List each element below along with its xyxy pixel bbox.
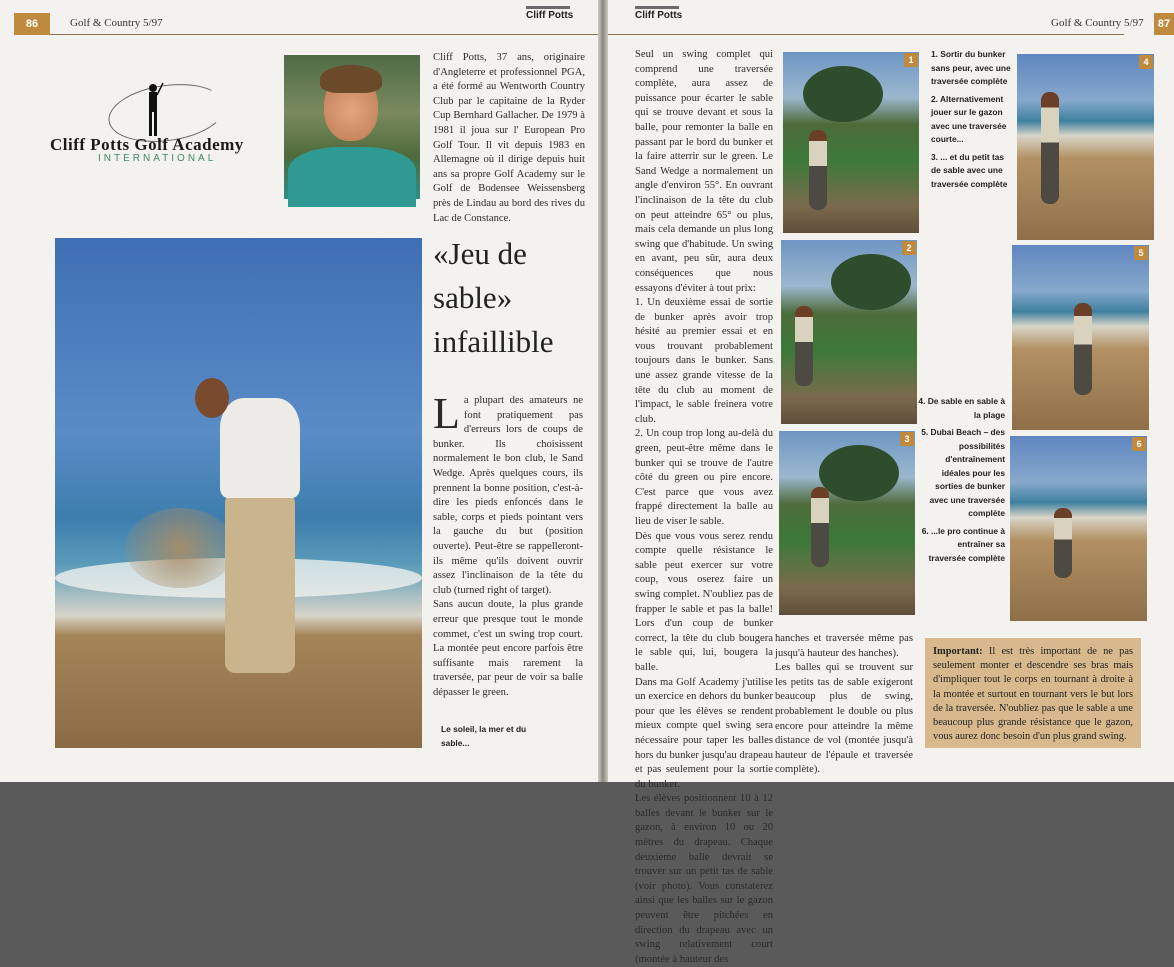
right-col1-intro: Seul un swing complet qui comprend une traversée complète, aura assez de puissance pour écarter le sable qui se trouve devant et sous la balle, pour remonter la balle en passant par le bord du bunker et la faire atterrir sur le green. Le Sand Wedge a normalement un angle d'environ 55°. En ouvrant l'inclinaison de la tête du club on peut atteindre 65° ou plus, mais cela demande un plus long swing que d'habitude. Un swing en avant, peu sûr, aura deux conséquences que nous essayons d'éviter à tout prix: — [635, 49, 773, 294]
portrait-shirt — [288, 147, 416, 207]
sequence-photo-5 — [1012, 245, 1149, 430]
logo-title: Cliff Potts Golf Academy — [50, 135, 244, 154]
right-col1-item2: 2. Un coup trop long au-delà du green, peut-être même dans le bunker qui se trouve de l'autre côté du green ou pire encore. C'est parce que vous avez frappé directement la balle au lieu de viser le sable. — [635, 428, 773, 527]
author-bio: Cliff Potts, 37 ans, originaire d'Angleterre et professionnel PGA, a été formé au Wentworth Country Club par le capitaine de la Ryder Cup Bernhard Gallacher. De 1979 à 1981 il joua sur l' European Pro Golf Tour. Il vit depuis 1983 en Allemagne où il dirige depuis huit ans sa propre Golf Academy sur le Golf de Bodensee Weissensberg près de Lindau au bord des rives du Lac de Constance. — [433, 52, 585, 224]
right-col1-p3: Dans ma Golf Academy j'utilise un exercice en dehors du bunker pour que les élèves se rendent mieux compte quel swing sera nécessaire pour taper les balles hors du bunker jusqu'au drapeau et pas seulement pour la sortie du bunker. — [635, 676, 773, 790]
logo-subtitle: INTERNATIONAL — [98, 153, 217, 164]
right-col2-text: hanches et traversée même pas jusqu'à hauteur des hanches). — [775, 633, 913, 659]
magazine-name-left: Golf & Country 5/97 — [70, 17, 163, 29]
photo-golfer — [809, 130, 827, 210]
important-label: Important: — [933, 646, 983, 657]
photo-number-3: 3 — [900, 432, 914, 446]
photo-golfer — [795, 306, 813, 386]
photo-number-6: 6 — [1132, 437, 1146, 451]
photo-number-5: 5 — [1134, 246, 1148, 260]
photo-golfer — [1041, 92, 1059, 204]
sequence-photo-2 — [781, 240, 917, 424]
step-caption-2: 2. Alternativement jouer sur le gazon avec une traversée courte... — [931, 93, 1007, 144]
author-portrait-photo — [284, 55, 420, 199]
right-col1-item1: 1. Un deuxième essai de sortie de bunker après avoir trop hésité au premier essai et en vous trouvant probablement toujours dans le bunker. Sans une assez grande vitesse de la tête du club au moment de l'impact, le sable freinera votre club. — [635, 297, 773, 425]
portrait-hair — [320, 65, 382, 93]
photo-trees — [803, 66, 883, 122]
sequence-photo-4 — [1017, 54, 1154, 240]
photo-number-4: 4 — [1139, 55, 1153, 69]
page-gutter — [598, 0, 608, 782]
hero-caption: Le soleil, la mer et du sable... — [441, 724, 527, 748]
article-title-line2: sable» — [433, 280, 513, 315]
article-title-line3: infaillible — [433, 324, 554, 359]
page-number-left: 86 — [14, 13, 50, 35]
lead-paragraph-2: Sans aucun doute, la plus grande erreur que presque tout le monde commet, c'est un swing trop court. La montée peut encore parfois être suffisante mais rarement la traversée, par peur de voir sa balle dépasser le green. — [433, 599, 583, 698]
drop-cap: L — [433, 389, 460, 438]
magazine-name-right: Golf & Country 5/97 — [1051, 17, 1144, 29]
right-col2-p2: Les balles qui se trouvent sur les petits tas de sable exigeront beaucoup plus de swing, probablement le double ou plus encore pour atteindre la même distance de vol (montée jusqu'à hauteur de l'épaule et traversée complète). — [775, 662, 913, 776]
photo-golfer — [1054, 508, 1072, 578]
author-tag-right: Cliff Potts — [635, 10, 683, 21]
step-caption-1: 1. Sortir du bunker sans peur, avec une traversée complète — [931, 49, 1011, 86]
academy-logo — [48, 55, 280, 205]
photo-trees — [819, 445, 899, 501]
golfer-silhouette-icon — [143, 83, 163, 137]
header-rule-right — [608, 34, 1124, 35]
author-tag-left: Cliff Potts — [526, 10, 574, 21]
step-caption-4: 4. De sable en sable à la plage — [918, 396, 1005, 420]
lead-paragraph: a plupart des amateurs ne font pratiquement pas d'erreurs lors de coups de bunker. Ils choisissent normalement le bon club, le Sand Wedge. Après quelques cours, ils prennent la bonne position, c'est-à-dire les pieds enfoncés dans le sable, corps et pieds pointant vers la gauche du but (position ouverte). Peut-être se rappelleront-ils même qu'ils doivent ouvrir assez l'inclinaison de la tête du club (turned right of target). — [433, 395, 583, 596]
right-col1-p2: Dès que vous vous serez rendu compte quelle résistance le sable peut exercer sur votre coup, vous oserez faire un swing complet. N'oubliez pas de frapper le sable et pas la balle! Lors d'un coup de bunker correct, la tête du club bougera le sable qui, lui, bougera la balle. — [635, 530, 773, 673]
hero-sand-spray — [125, 508, 235, 588]
photo-number-2: 2 — [902, 241, 916, 255]
hero-bunker-shot-photo — [55, 238, 422, 748]
article-title — [433, 232, 583, 364]
sequence-photo-6 — [1010, 436, 1147, 621]
step-caption-3: 3. ... et du petit tas de sable avec une traversée complète — [931, 151, 1008, 189]
photo-captions-bottom — [918, 395, 1005, 569]
left-page — [0, 0, 598, 782]
hero-golfer-legs — [225, 493, 295, 673]
photo-captions-top — [931, 48, 1015, 195]
lead-column — [433, 389, 583, 700]
article-title-line1: «Jeu de — [433, 236, 527, 271]
step-caption-5: 5. Dubai Beach – des possibilités d'entraînement idéales pour les sorties de bunker avec une traversée complète — [921, 427, 1005, 518]
photo-trees — [831, 254, 911, 310]
photo-number-1: 1 — [904, 53, 918, 67]
hero-golfer-body — [220, 398, 300, 498]
important-text: Il est très important de ne pas seulement monter et descendre ses bras mais d'impliquer tout le corps en tournant à droite à la montée et surtout en tournant vers le but lors de la traversée. N'oubliez pas que le sable a une beaucoup plus grande résistance que le gazon, vous aurez donc besoin d'un plus grand swing. — [933, 646, 1133, 743]
header-rule-left — [50, 34, 598, 35]
right-col1-p4: Les élèves positionnent 10 à 12 balles devant le bunker sur le gazon, à environ 10 ou 20 mètres du drapeau. Chaque deuxième balle devrait se trouver sur un petit tas de sable (voir photo). Vous constaterez ainsi que les balles sur le gazon peuvent être pitchées en direction du drapeau avec un swing relativement court (montée à hauteur des — [635, 793, 773, 965]
step-caption-6: 6. ...le pro continue à entraîner sa traversée complète — [921, 525, 1005, 563]
page-number-right: 87 — [1154, 13, 1174, 35]
hero-golfer-head — [195, 378, 229, 418]
sequence-photo-1 — [783, 52, 919, 233]
important-box — [925, 638, 1141, 748]
photo-golfer — [811, 487, 829, 567]
photo-golfer — [1074, 303, 1092, 395]
right-column-2 — [775, 632, 913, 778]
sequence-photo-3 — [779, 431, 915, 615]
right-column-1 — [635, 48, 773, 967]
